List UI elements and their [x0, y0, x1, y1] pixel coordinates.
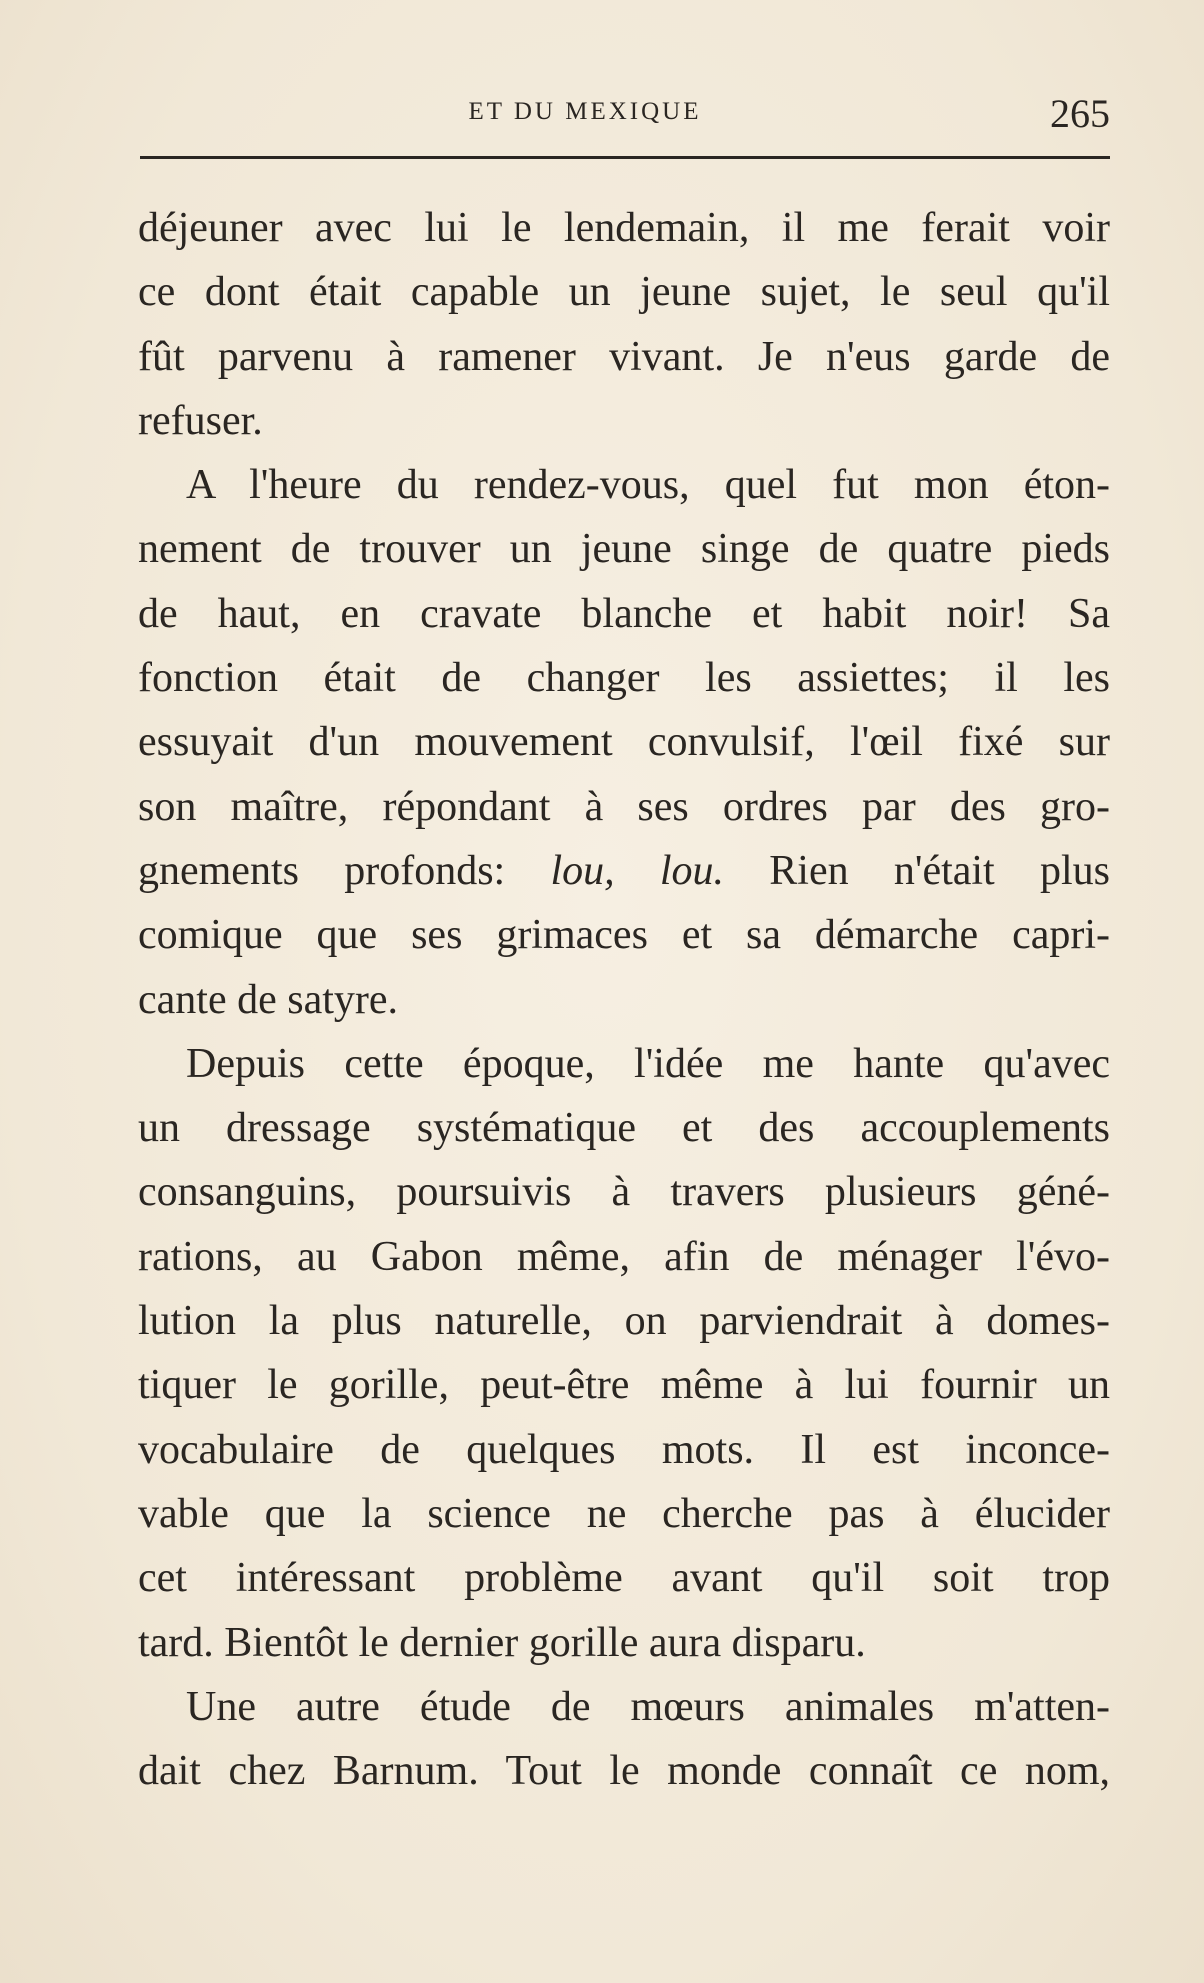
- text-line: comique que ses grimaces et sa démarche capri-: [138, 912, 1110, 959]
- text-line: refuser.: [138, 397, 263, 444]
- text-line: un dressage systématique et des accouplements: [138, 1105, 1110, 1152]
- body-text: [138, 196, 1110, 1803]
- text-line: son maître, répondant à ses ordres par des gro-: [138, 783, 1110, 830]
- header-rule: [140, 156, 1110, 159]
- text-line: ce dont était capable un jeune sujet, le seul qu'il: [138, 269, 1110, 316]
- running-head: [140, 92, 1110, 136]
- text-line: consanguins, poursuivis à travers plusieurs géné-: [138, 1169, 1110, 1216]
- text-line: vable que la science ne cherche pas à élucider: [138, 1490, 1110, 1537]
- text-line: lution la plus naturelle, on parviendrait à domes-: [138, 1298, 1110, 1345]
- text-line: fonction était de changer les assiettes; il les: [138, 655, 1110, 702]
- text-line: [138, 839, 1110, 903]
- paragraph-start-line: Une autre étude de mœurs animales m'atten-: [186, 1683, 1110, 1730]
- text-fragment: gnements profonds:: [138, 847, 506, 894]
- paragraph-start-line: Depuis cette époque, l'idée me hante qu'avec: [186, 1040, 1110, 1087]
- text-fragment: Rien n'était plus: [769, 847, 1110, 894]
- text-line: tard. Bientôt le dernier gorille aura disparu.: [138, 1619, 866, 1666]
- text-line: nement de trouver un jeune singe de quatre pieds: [138, 526, 1110, 573]
- page-number: 265: [1050, 91, 1110, 136]
- text-line: vocabulaire de quelques mots. Il est inconce-: [138, 1426, 1110, 1473]
- italic-text: lou, lou.: [550, 847, 725, 894]
- text-line: cet intéressant problème avant qu'il soit trop: [138, 1555, 1110, 1602]
- text-line: essuyait d'un mouvement convulsif, l'œil fixé sur: [138, 719, 1110, 766]
- text-line: fût parvenu à ramener vivant. Je n'eus garde de: [138, 333, 1110, 380]
- paragraph-start-line: A l'heure du rendez-vous, quel fut mon éton-: [186, 462, 1110, 509]
- text-line: déjeuner avec lui le lendemain, il me ferait voir: [138, 205, 1110, 251]
- text-line: tiquer le gorille, peut-être même à lui fournir un: [138, 1362, 1110, 1409]
- text-line: de haut, en cravate blanche et habit noir! Sa: [138, 590, 1110, 637]
- text-line: rations, au Gabon même, afin de ménager l'évo-: [138, 1233, 1110, 1280]
- text-line: dait chez Barnum. Tout le monde connaît ce nom,: [138, 1748, 1110, 1795]
- running-title: ET DU MEXIQUE: [468, 98, 702, 125]
- text-line: cante de satyre.: [138, 976, 399, 1023]
